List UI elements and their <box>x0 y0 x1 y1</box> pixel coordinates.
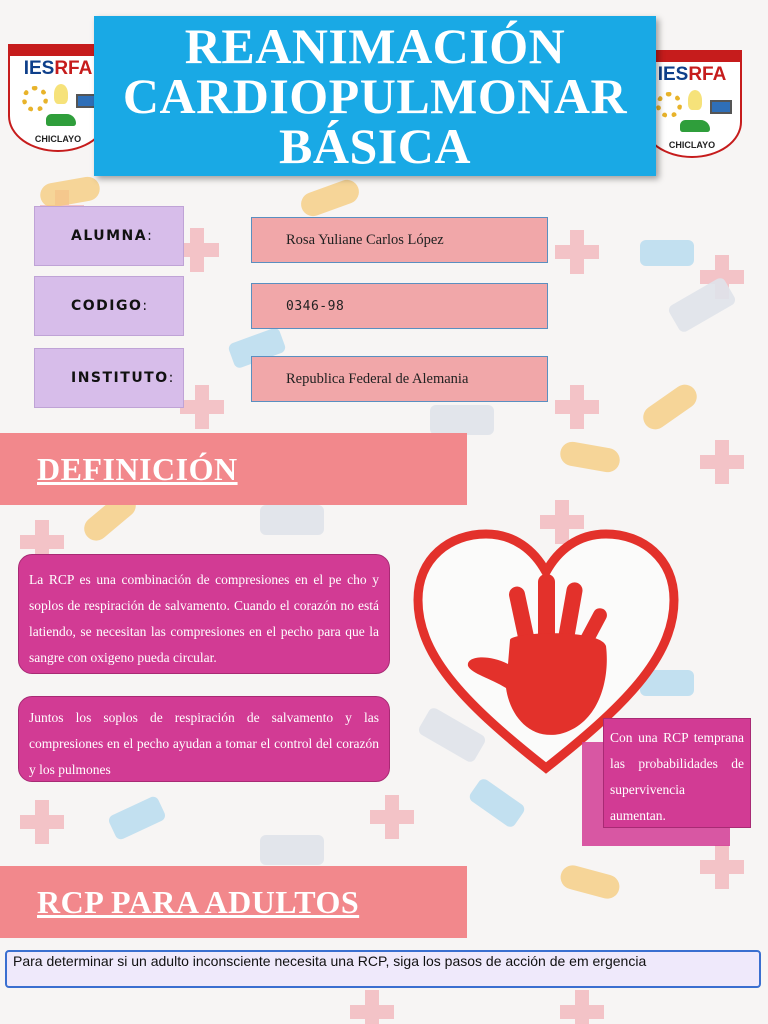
medical-cross-icon <box>560 990 604 1024</box>
alumna-label-box <box>34 206 184 266</box>
car-icon <box>680 120 710 132</box>
label-separator: : <box>142 298 149 314</box>
alumna-label: ALUMNA <box>71 228 148 244</box>
instituto-value-box <box>251 356 548 402</box>
pill-icon <box>38 175 101 209</box>
car-icon <box>46 114 76 126</box>
instituto-label-box <box>34 348 184 408</box>
codigo-label: CODIGO <box>71 298 143 314</box>
definition-card-1 <box>18 554 390 674</box>
side-note-card <box>603 718 751 828</box>
school-logo-left <box>8 44 108 152</box>
codigo-label-box <box>34 276 184 336</box>
pill-icon <box>298 176 363 219</box>
computer-icon <box>710 100 732 114</box>
logo-brand-b: RFA <box>54 58 93 79</box>
pill-icon <box>639 380 702 434</box>
definition-heading: DEFINICIÓN <box>37 450 238 487</box>
pill-pack-icon <box>467 777 526 829</box>
label-separator: : <box>147 228 154 244</box>
label-separator: : <box>168 370 175 386</box>
title-line-1: REANIMACIÓN <box>184 18 566 74</box>
logo-brand-a: IES <box>23 58 55 79</box>
adults-header <box>0 866 467 938</box>
medical-cross-icon <box>370 795 414 839</box>
medical-cross-icon <box>180 385 224 429</box>
definition-paragraph-1: La RCP es una combinación de compresiones en el pe cho y soplos de respiración de salvamento. Cuando el corazón no está latiendo, se necesitan las compresiones en el pecho para que la sangre con oxigeno pueda circular. <box>29 572 379 665</box>
codigo-value-box <box>251 283 548 329</box>
pill-icon <box>558 863 622 902</box>
adults-intro-text: Para determinar si un adulto inconsciente necesita una RCP, siga los pasos de acción de em ergencia <box>13 953 647 969</box>
title-line-2: CARDIOPULMONAR <box>122 68 628 124</box>
adults-intro-box <box>5 950 761 988</box>
adults-heading: RCP PARA ADULTOS <box>37 883 360 920</box>
medical-cross-icon <box>555 385 599 429</box>
pill-pack-icon <box>260 505 324 535</box>
alumna-value-box <box>251 217 548 263</box>
definition-paragraph-2: Juntos los soplos de respiración de salvamento y las compresiones en el pecho ayudan a tomar el control del corazón y los pulmones <box>29 710 379 777</box>
medical-cross-icon <box>700 845 744 889</box>
gear-icon <box>656 92 682 118</box>
bulb-icon <box>688 90 702 110</box>
logo-brand-a: IES <box>657 64 689 85</box>
bulb-icon <box>54 84 68 104</box>
codigo-value: 0346-98 <box>286 298 345 314</box>
logo-brand-b: RFA <box>688 64 727 85</box>
school-logo-right <box>642 50 742 158</box>
logo-city: CHICLAYO <box>34 134 82 144</box>
alumna-value: Rosa Yuliane Carlos López <box>286 231 444 248</box>
side-note-text: Con una RCP temprana las probabilidades de supervivencia aumentan. <box>610 730 744 823</box>
medical-cross-icon <box>555 230 599 274</box>
definition-header <box>0 433 467 505</box>
medical-cross-icon <box>20 800 64 844</box>
pill-icon <box>558 440 621 474</box>
definition-card-2 <box>18 696 390 782</box>
instituto-value: Republica Federal de Alemania <box>286 370 469 387</box>
gear-icon <box>22 86 48 112</box>
title-line-3: BÁSICA <box>279 118 471 174</box>
pill-pack-icon <box>260 835 324 865</box>
logo-brand <box>644 64 740 86</box>
pill-pack-icon <box>430 405 494 435</box>
medical-cross-icon <box>700 440 744 484</box>
medical-cross-icon <box>350 990 394 1024</box>
page-title <box>94 16 656 176</box>
logo-city: CHICLAYO <box>668 140 716 150</box>
logo-brand <box>10 58 106 80</box>
pill-pack-icon <box>107 795 167 841</box>
pill-pack-icon <box>640 240 694 266</box>
instituto-label: INSTITUTO <box>71 370 169 386</box>
